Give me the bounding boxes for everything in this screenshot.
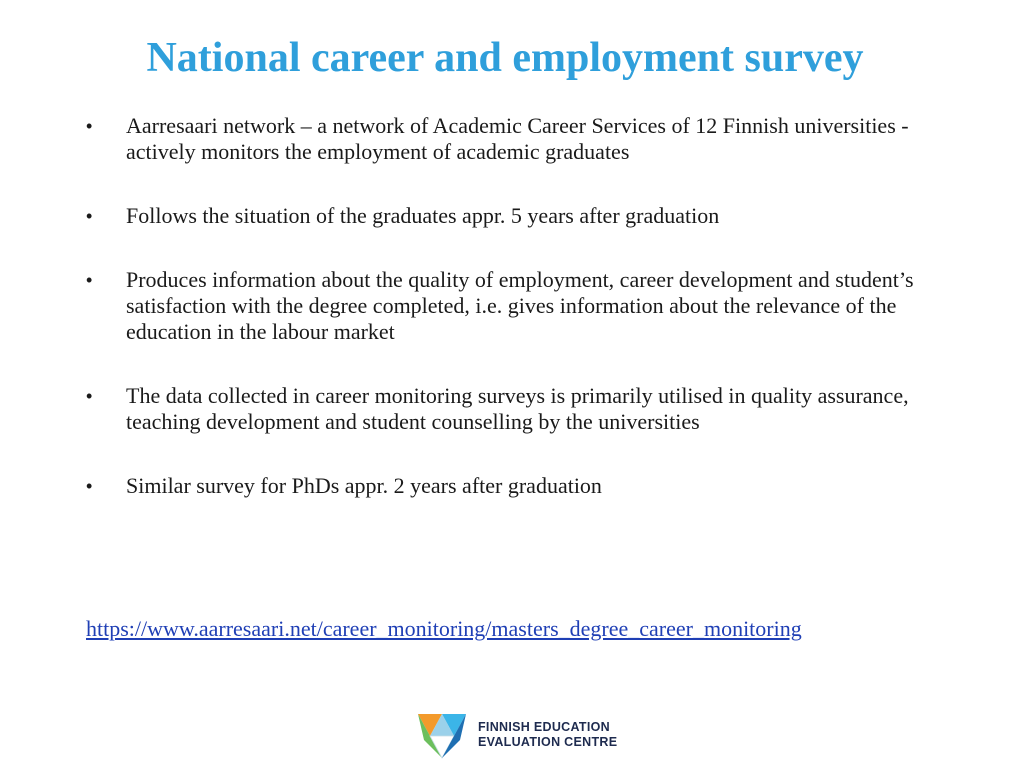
triangle-logo-icon: [416, 710, 468, 760]
bullet-text: The data collected in career monitoring surveys is primarily utilised in quality assurance, teaching development and student counselling by the universities: [126, 383, 909, 434]
bullet-item-information: [86, 267, 916, 345]
survey-link[interactable]: https://www.aarresaari.net/career_monitoring/masters_degree_career_monitoring: [86, 616, 802, 641]
slide-title: National career and employment survey: [146, 35, 864, 81]
bullet-icon: •: [86, 116, 93, 136]
logo-line-1: FINNISH EDUCATION: [478, 720, 610, 734]
logo-line-2: EVALUATION CENTRE: [478, 735, 618, 749]
feec-logo: [416, 708, 617, 762]
bullet-text: Produces information about the quality of employment, career development and student’s satisfaction with the degree completed, i.e. gives information about the relevance of the education in the labour market: [126, 267, 914, 344]
bullet-item-follow-up: [86, 203, 916, 229]
logo-wordmark: [478, 720, 617, 750]
bullet-item-network: [86, 113, 916, 165]
bullet-text: Similar survey for PhDs appr. 2 years after graduation: [126, 473, 602, 498]
bullet-icon: •: [86, 386, 93, 406]
bullet-item-phd-survey: [86, 473, 916, 499]
bullet-text: Aarresaari network – a network of Academic Career Services of 12 Finnish universities - actively monitors the employment of academic graduates: [126, 113, 909, 164]
bullet-icon: •: [86, 476, 93, 496]
bullet-text: Follows the situation of the graduates appr. 5 years after graduation: [126, 203, 720, 228]
bullet-item-data-use: [86, 383, 916, 435]
bullet-icon: •: [86, 206, 93, 226]
bullet-list: [86, 113, 916, 537]
bullet-icon: •: [86, 270, 93, 290]
